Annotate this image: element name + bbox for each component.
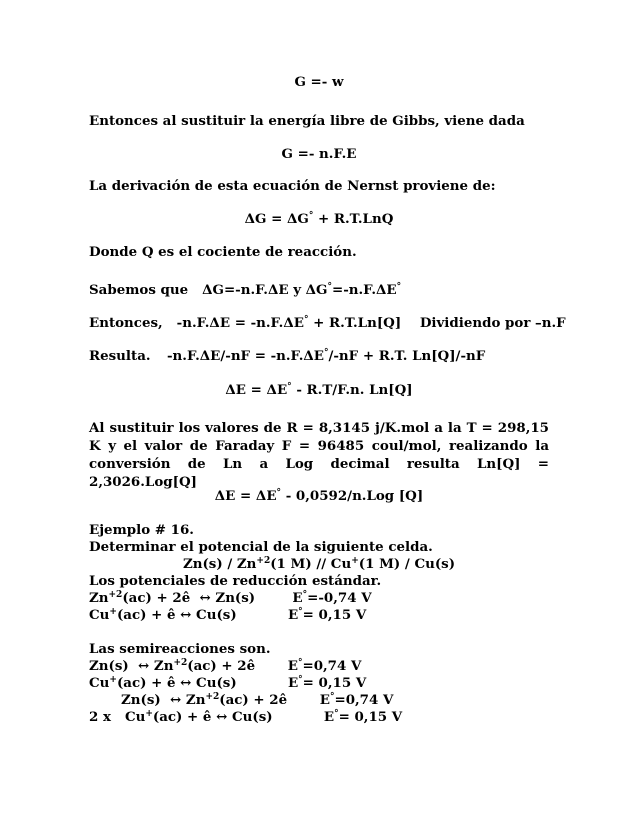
reaction-line: Zn(s) ↔ $Zn^{+2}(ac)$ + 2ê E°=0,74 V — [89, 658, 362, 674]
reaction-line: $Zn^{+2}(ac)$ + 2ê ↔ Zn(s) E°=-0,74 V — [89, 590, 372, 606]
text-line: La derivación de esta ecuación de Nernst proviene de: — [89, 178, 496, 194]
paragraph: Al sustituir los valores de R = 8,3145 j/K.mol a la T = 298,15 K y el valor de Faraday F = 96485 coul/mol, realizando la conversión de Ln a Log decimal resulta Ln[Q] = 2,3026.Log[Q] — [89, 420, 549, 490]
text-line: Sabemos que ΔG=-n.F.ΔE y ΔG°=-n.F.ΔE° — [89, 282, 402, 298]
text-line: Las semireacciones son. — [89, 641, 271, 657]
reaction-line: Zn(s) ↔ $Zn^{+2}(ac)$ + 2ê E°=0,74 V — [121, 692, 394, 708]
equation-gibbs-work: G =- w — [294, 74, 344, 90]
text-line: Determinar el potencial de la siguiente celda. — [89, 539, 433, 555]
reaction-line: 2 x Cu+(ac) + ê ↔ Cu(s) E°= 0,15 V — [89, 709, 403, 725]
reaction-line: Cu+(ac) + ê ↔ Cu(s) E°= 0,15 V — [89, 675, 367, 691]
equation-nernst-ln: ΔE = ΔE° - R.T/F.n. Ln[Q] — [225, 382, 413, 398]
equation-delta-g: ΔG = ΔG° + R.T.LnQ — [244, 211, 394, 227]
cell-notation: $Zn(s) / Zn^{+2}(1$ M) // Cu+(1 M) / Cu(s) — [182, 556, 456, 572]
equation-gibbs-nfe: G =- n.F.E — [281, 146, 357, 162]
text-line: Entonces, -n.F.ΔE = -n.F.ΔE° + R.T.Ln[Q] Dividiendo por –n.F — [89, 315, 566, 331]
reaction-line: Cu+(ac) + ê ↔ Cu(s) E°= 0,15 V — [89, 607, 367, 623]
text-line: Entonces al sustituir la energía libre de Gibbs, viene dada — [89, 113, 525, 129]
example-heading: Ejemplo # 16. — [89, 522, 194, 538]
text-line: Resulta. -n.F.ΔE/-nF = -n.F.ΔE°/-nF + R.T. Ln[Q]/-nF — [89, 348, 486, 364]
text-line: Donde Q es el cociente de reacción. — [89, 244, 357, 260]
text-line: Los potenciales de reducción estándar. — [89, 573, 382, 589]
equation-nernst-log: ΔE = ΔE° - 0,0592/n.Log [Q] — [214, 488, 424, 504]
